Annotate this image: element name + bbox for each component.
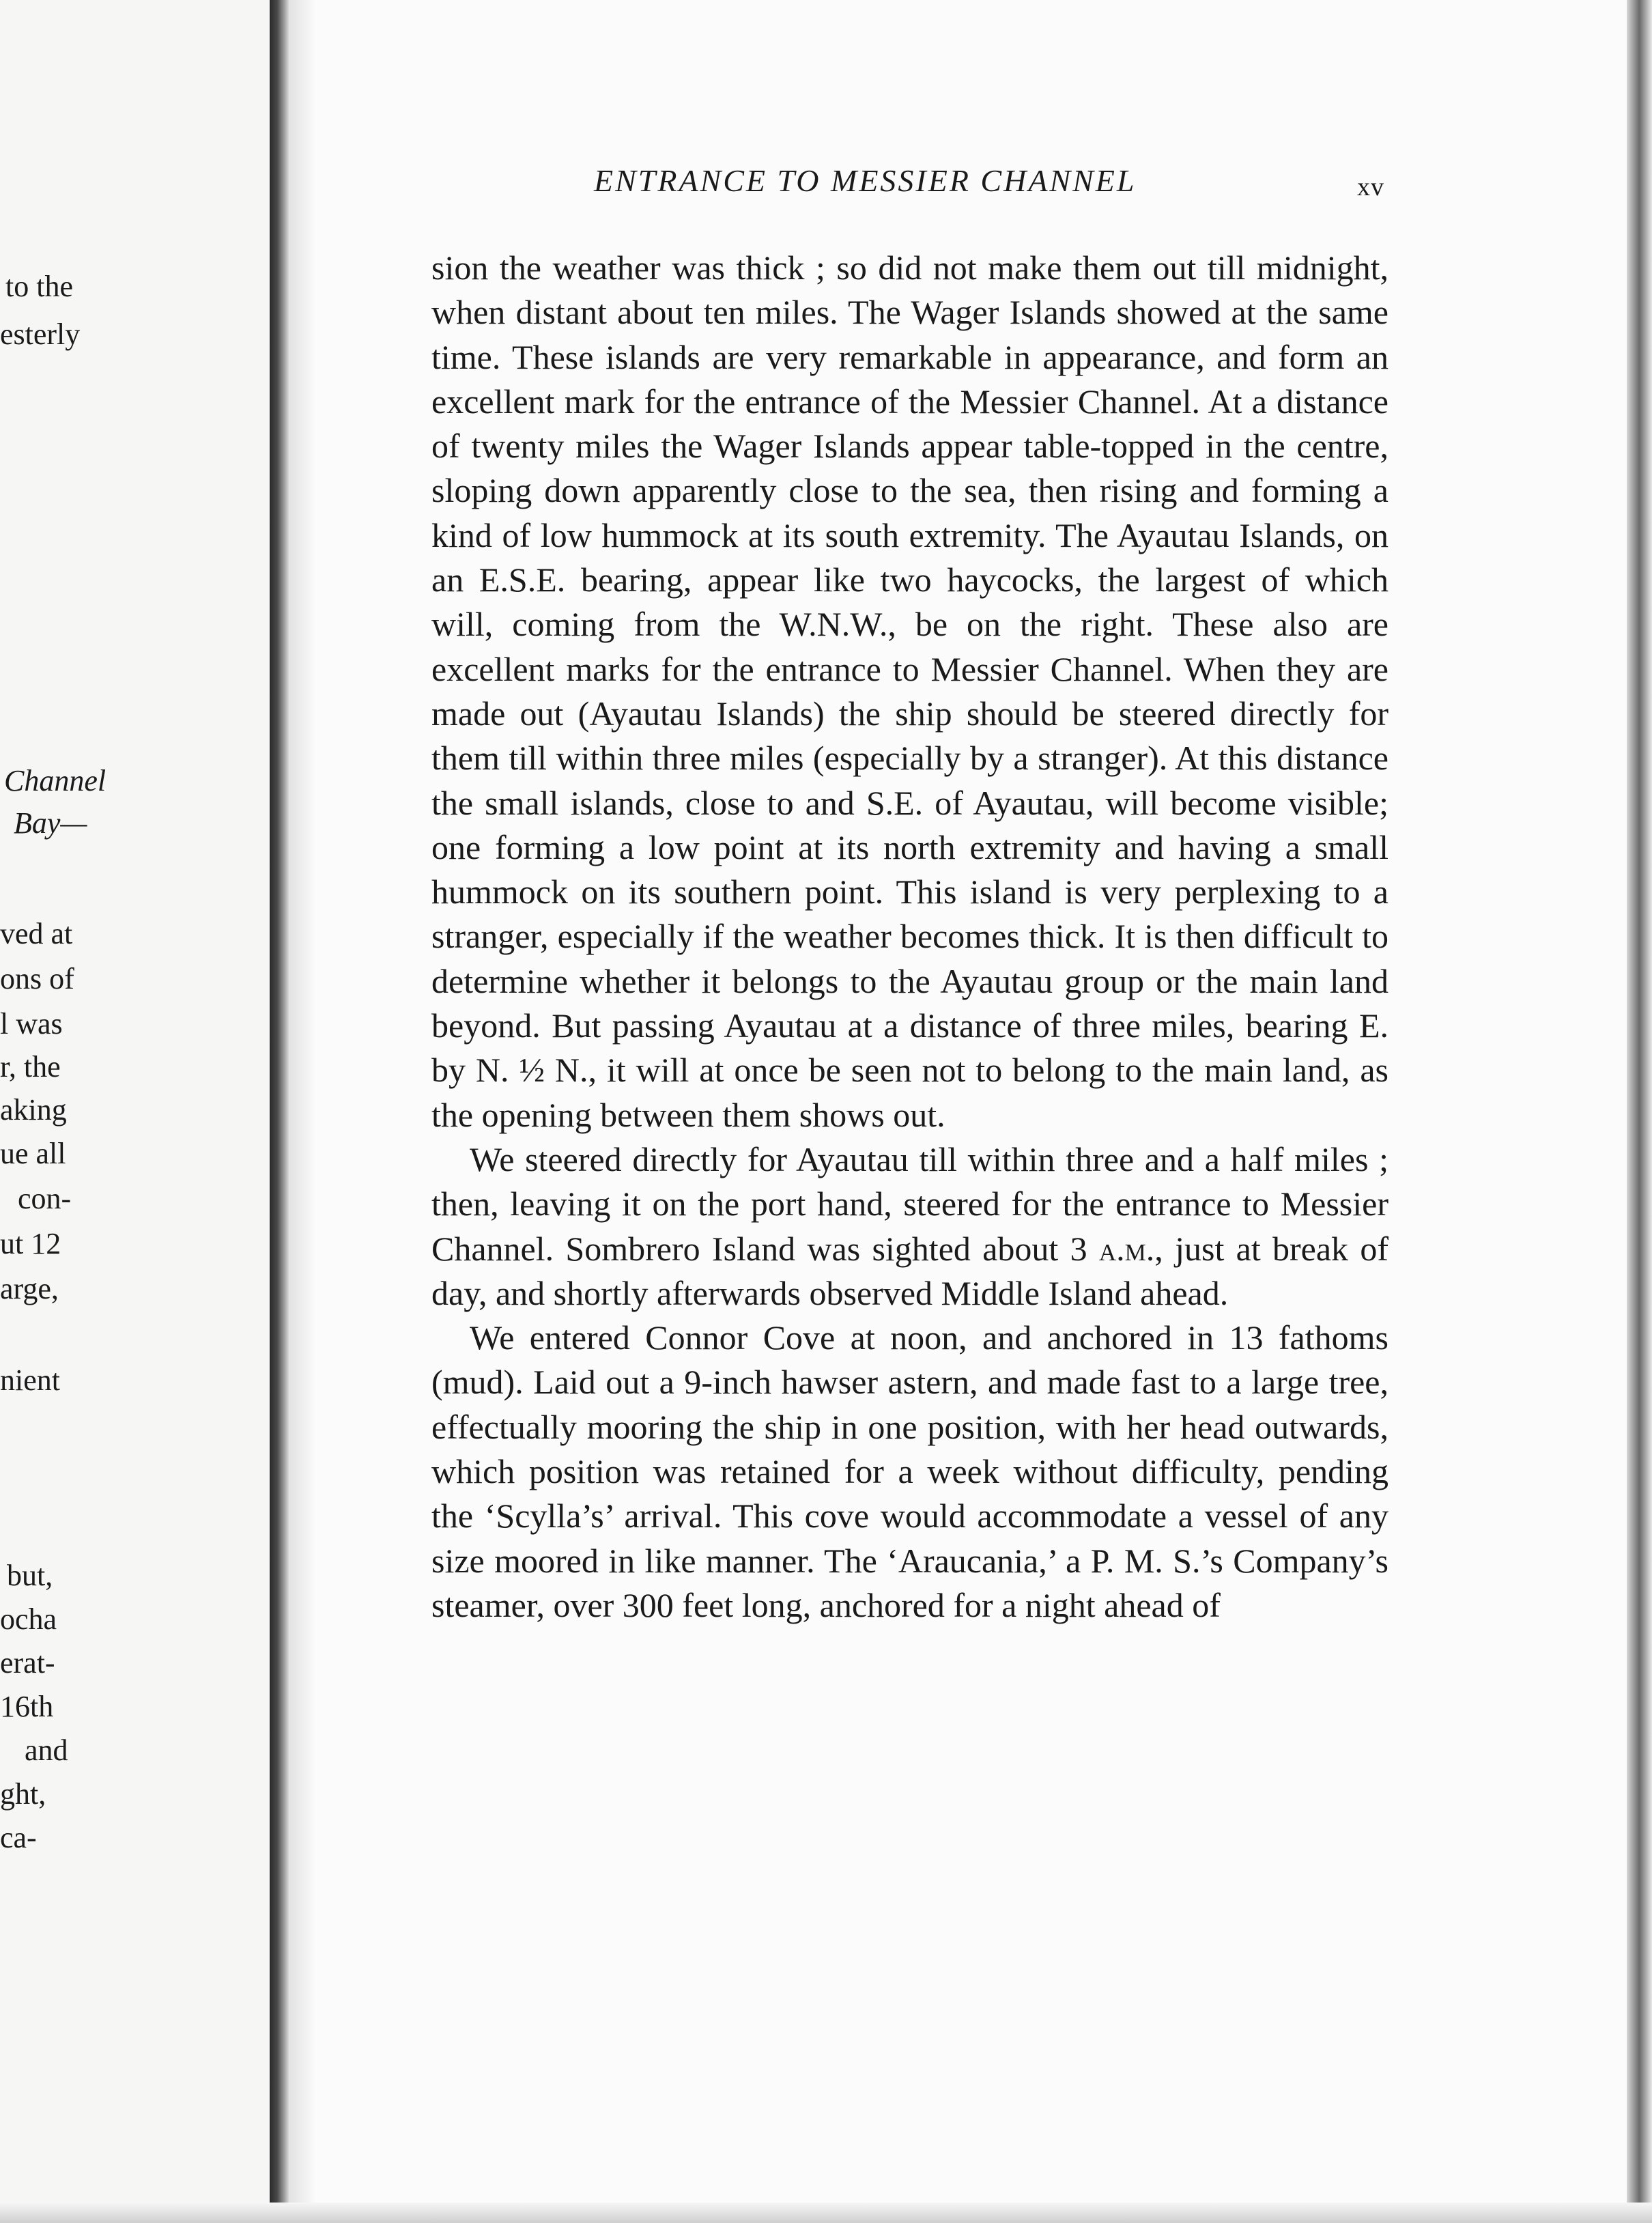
previous-page-text-fragment: nient (0, 1363, 60, 1397)
previous-page-text-fragment: ons of (0, 962, 74, 995)
previous-page-text-fragment: 16th (0, 1690, 54, 1723)
previous-page-text-fragment: esterly (0, 317, 81, 351)
gutter-shadow (289, 0, 316, 2223)
paragraph-text: N., it will at once be seen not to belong to the main land, as the opening between them shows out. (431, 1051, 1388, 1134)
paragraph-text: We entered Connor Cove at noon, and anchored in 13 fathoms (mud). Laid out a 9-inch hawser astern, and made fast to a large tree, effectually mooring the ship in one position, with her head outwards, which position was retained for a week without difficulty, pending the ‘Scylla’s’ arrival. This cove would accommodate a vessel of any size moored in like manner. The ‘Araucania,’ a P. M. S.’s Company’s steamer, over 300 feet long, anchored for a night ahead of (431, 1318, 1388, 1624)
page-edge (1627, 0, 1652, 2223)
paragraph (431, 1316, 1388, 1628)
scan-bottom-edge (0, 2203, 1652, 2223)
body-text (431, 246, 1388, 1628)
previous-page-text-fragment: erat- (0, 1646, 55, 1680)
paragraph (431, 246, 1388, 1137)
previous-page-text-fragment: ght, (0, 1777, 46, 1811)
previous-page-text-fragment: r, the (0, 1050, 61, 1084)
previous-page-text-fragment: ved at (0, 917, 73, 950)
previous-page-text-fragment: ca- (0, 1821, 37, 1854)
paragraph-text: sion the weather was thick ; so did not make them out till midnight, when distant about ten miles. The Wager Islands showed at the same time. These islands are very remarkable in appearance, and form an excellent mark for the entrance of the Messier Channel. At a distance of twenty miles the Wager Islands appear table-topped in the centre, sloping down apparently close to the sea, then rising and forming a kind of low hummock at its south extremity. The Ayautau Islands, on an E.S.E. bearing, appear like two haycocks, the largest of which will, coming from the W.N.W., be on the right. These also are excellent marks for the entrance to Messier Channel. When they are made out (Ayautau Islands) the ship should be steered directly for them till within three miles (especially by a stranger). At this distance the small islands, close to and S.E. of Ayautau, will become visible; one forming a low point at its north extremity and having a small hummock on its southern point. This island is very perplexing to a stranger, especially if the weather becomes thick. It is then difficult to determine whether it belongs to the Ayautau group or the main land beyond. But passing Ayautau at a distance of three miles, bearing E. by N. (431, 249, 1388, 1090)
previous-page-text-fragment: ut 12 (0, 1227, 61, 1260)
paragraph-text: We steered directly for Ayautau till within three and a half miles ; then, leaving it on the port hand, steered for the entrance to Messier Channel. Sombrero Island was sighted about 3 (431, 1139, 1388, 1268)
previous-page-text-fragment: Channel (4, 764, 106, 797)
fraction: ½ (519, 1051, 545, 1090)
page-number: xv (1357, 173, 1384, 201)
previous-page-text-fragment: ue all (0, 1137, 66, 1170)
running-head: ENTRANCE TO MESSIER CHANNEL (594, 163, 1137, 198)
previous-page-text-fragment: aking (0, 1093, 67, 1127)
previous-page-text-fragment: to the (5, 270, 73, 303)
previous-page-text-fragment: con- (18, 1182, 72, 1215)
time-abbreviation: a.m. (1098, 1229, 1155, 1268)
previous-page-text-fragment: Bay— (14, 806, 87, 840)
previous-page-text-fragment: but, (7, 1559, 53, 1592)
previous-page-text-fragment: l was (0, 1007, 63, 1040)
previous-page-text-fragment: and (25, 1733, 68, 1767)
book-gutter (270, 0, 289, 2223)
previous-page-edge (0, 0, 270, 2223)
previous-page-text-fragment: ocha (0, 1602, 57, 1636)
paragraph-text: , just at break of day, and shortly afterwards observed Middle Island ahead. (431, 1229, 1389, 1312)
paragraph (431, 1137, 1388, 1316)
previous-page-text-fragment: arge, (0, 1272, 59, 1305)
